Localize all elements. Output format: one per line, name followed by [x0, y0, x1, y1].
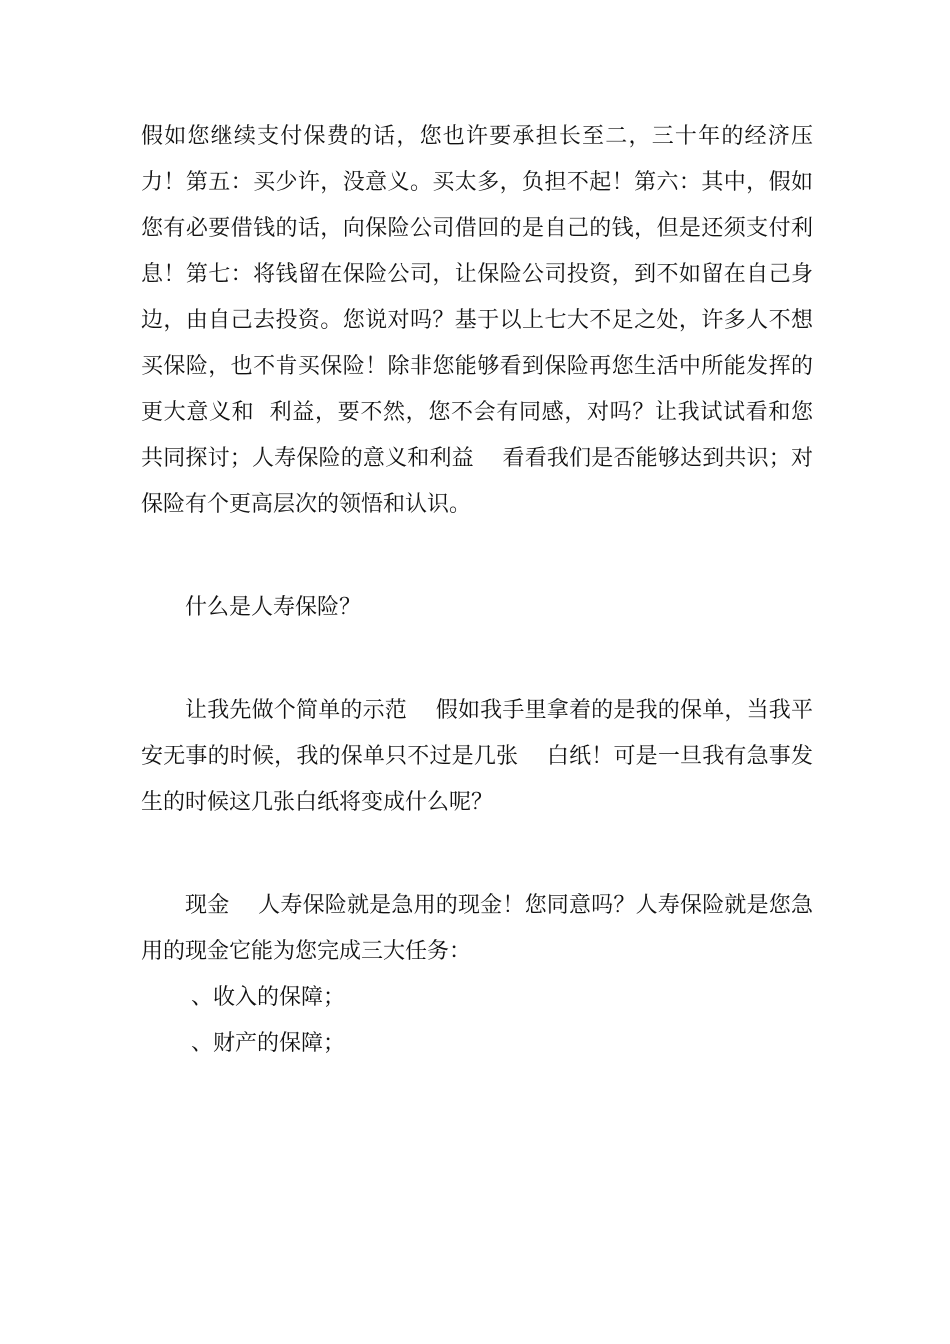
list-item: 、财产的保障； [191, 1031, 346, 1056]
section-heading: 什么是人寿保险？ [185, 595, 362, 620]
paragraph-intro: 假如您继续支付保费的话，您也许要承担长至二，三十年的经济压力！第五：买少许，没意义。买太多，负担不起！第六：其中，假如您有必要借钱的话，向保险公司借回的是自己的钱，但是还须支付利息！第七：将钱留在保险公司，让保险公司投资，到不如留在自己身边，由自己去投资。您说对吗？基于以上七大不足之处，许多人不想买保险，也不肯买保险！除非您能够看到保险再您生活中所能发挥的更大意义和 利益，要不然，您不会有同感，对吗？让我试试看和您共同探讨；人寿保险的意义和利益 看看我们是否能够达到共识；对保险有个更高层次的领悟和认识。 [141, 124, 813, 517]
paragraph-demo: 让我先做个简单的示范 假如我手里拿着的是我的保单，当我平安无事的时候，我的保单只不过是几张 白纸！可是一旦我有急事发生的时候这几张白纸将变成什么呢？ [141, 698, 813, 815]
document-body [141, 114, 813, 1067]
list-item: 、收入的保障； [191, 985, 346, 1010]
paragraph-cash: 现金 人寿保险就是急用的现金！您同意吗？人寿保险就是您急用的现金它能为您完成三大任务： [141, 893, 813, 964]
